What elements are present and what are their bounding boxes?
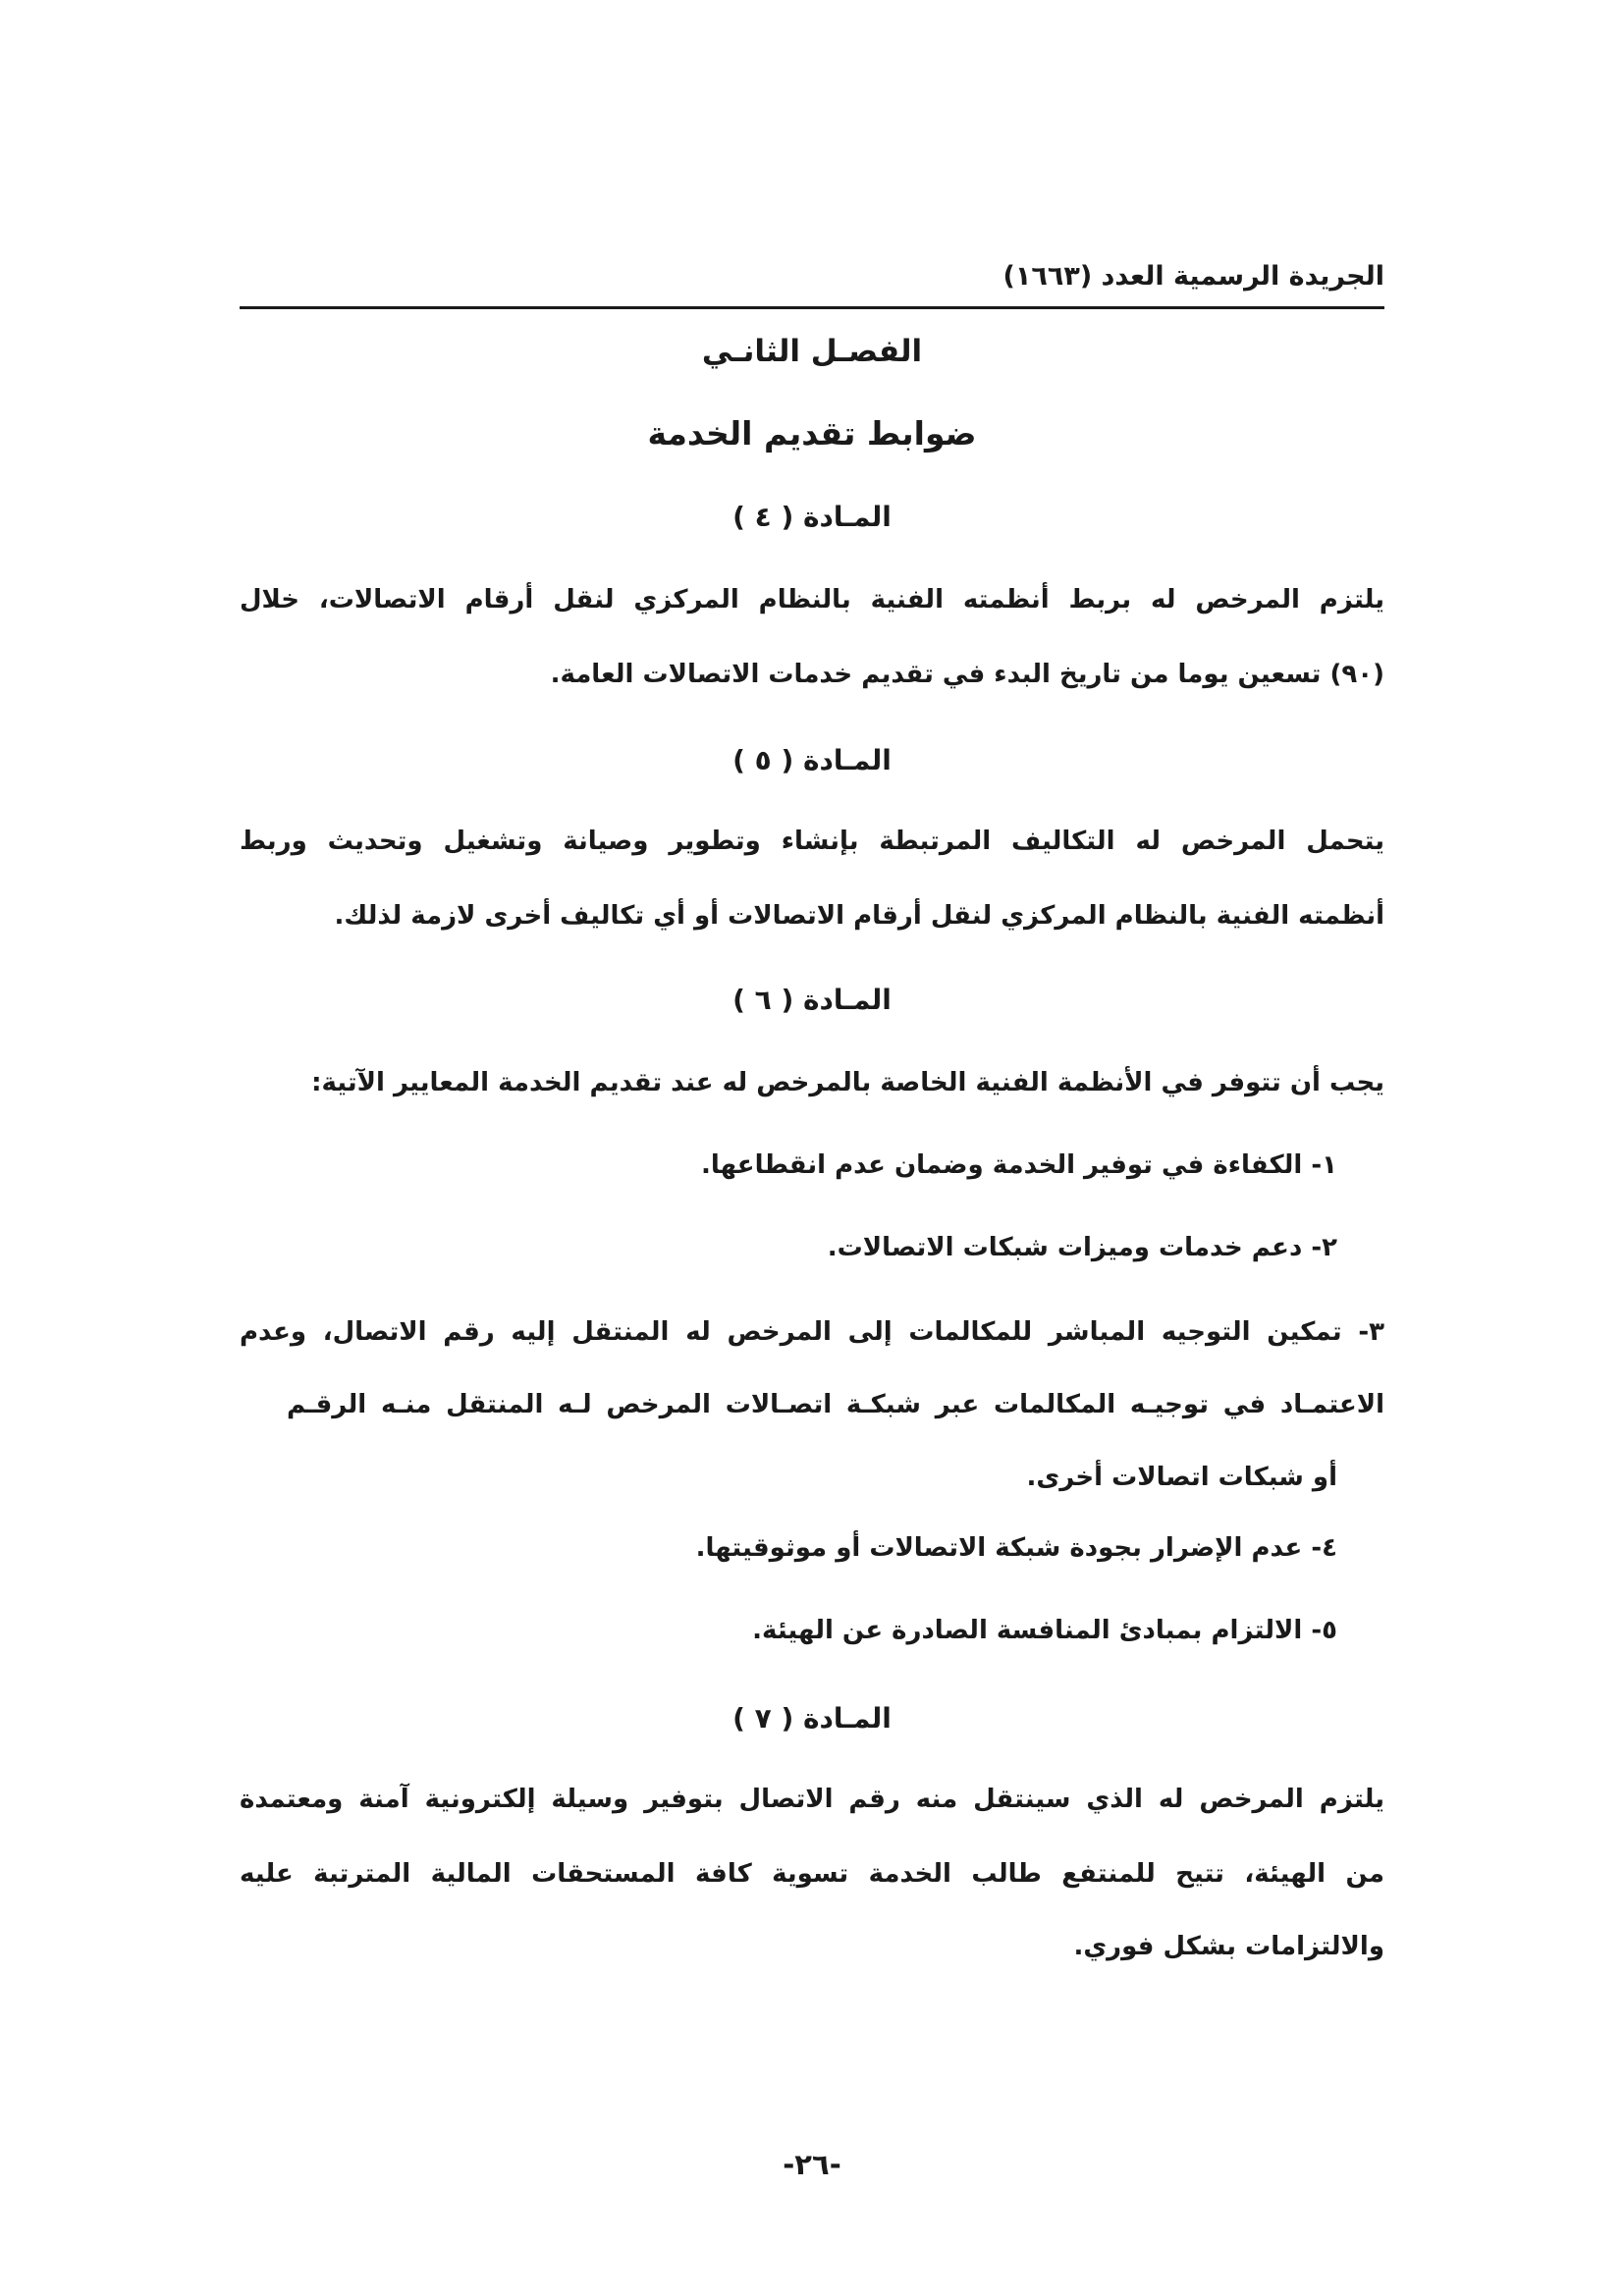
article-4-line-2: (٩٠) تسعين يوما من تاريخ البدء في تقديم خدمات الاتصالات العامة. <box>550 660 1384 689</box>
article-5-line-2: أنظمته الفنية بالنظام المركزي لنقل أرقام الاتصالات أو أي تكاليف أخرى لازمة لذلك. <box>334 901 1384 931</box>
article-7-line-2: من الهيئة، تتيح للمنتفع طالب الخدمة تسوية كافة المستحقات المالية المترتبة عليه <box>240 1859 1384 1889</box>
article-5-line-1: يتحمل المرخص له التكاليف المرتبطة بإنشاء وتطوير وصيانة وتشغيل وتحديث وربط <box>240 827 1384 856</box>
gazette-issue-title: الجريدة الرسمية العدد (١٦٦٣) <box>1002 261 1384 292</box>
article-5-heading: المـادة ( ٥ ) <box>732 744 892 776</box>
article-6-item-3-line-1: ٣- تمكين التوجيه المباشر للمكالمات إلى المرخص له المنتقل إليه رقم الاتصال، وعدم <box>240 1317 1384 1347</box>
page-number: -٢٦- <box>783 2148 841 2181</box>
article-4-line-1: يلتزم المرخص له بربط أنظمته الفنية بالنظام المركزي لنقل أرقام الاتصالات، خلال <box>240 585 1384 614</box>
chapter-subtitle: ضوابط تقديم الخدمة <box>647 414 977 453</box>
article-6-item-3-line-3: أو شبكات اتصالات أخرى. <box>1026 1463 1337 1492</box>
page-header <box>240 257 1384 309</box>
article-7-line-1: يلتزم المرخص له الذي سينتقل منه رقم الاتصال بتوفير وسيلة إلكترونية آمنة ومعتمدة <box>240 1785 1384 1814</box>
article-6-heading: المـادة ( ٦ ) <box>732 984 892 1016</box>
article-6-item-5: ٥- الالتزام بمبادئ المنافسة الصادرة عن الهيئة. <box>752 1616 1337 1645</box>
article-7-heading: المـادة ( ٧ ) <box>732 1702 892 1735</box>
article-6-item-1: ١- الكفاءة في توفير الخدمة وضمان عدم انقطاعها. <box>701 1150 1337 1180</box>
article-6-item-2: ٢- دعم خدمات وميزات شبكات الاتصالات. <box>827 1233 1337 1262</box>
article-4-heading: المـادة ( ٤ ) <box>732 501 892 533</box>
article-6-item-4: ٤- عدم الإضرار بجودة شبكة الاتصالات أو موثوقيتها. <box>695 1533 1337 1563</box>
chapter-title: الفصـل الثانـي <box>701 334 923 369</box>
article-7-line-3: والالتزامات بشكل فوري. <box>1073 1932 1384 1961</box>
article-6-item-3-line-2: الاعتمـاد في توجيـه المكالمات عبر شبكـة اتصـالات المرخص لـه المنتقل منـه الرقـم <box>287 1390 1384 1419</box>
article-6-intro: يجب أن تتوفر في الأنظمة الفنية الخاصة بالمرخص له عند تقديم الخدمة المعايير الآتية: <box>311 1068 1384 1097</box>
